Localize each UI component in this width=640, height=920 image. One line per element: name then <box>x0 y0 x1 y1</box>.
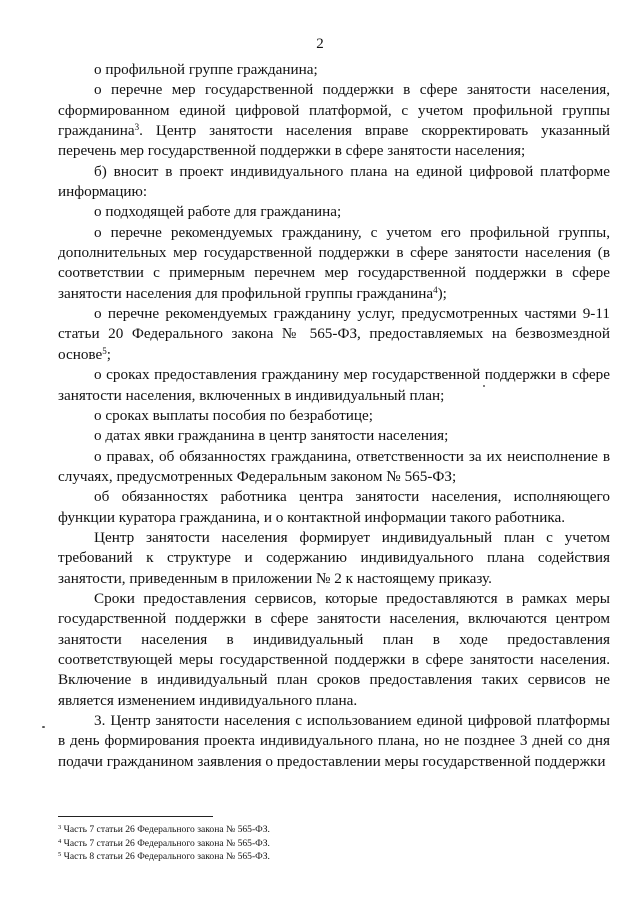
paragraph: о сроках выплаты пособия по безработице; <box>94 406 374 424</box>
footnote: $^4$ Часть 7 статьи 26 Федерального закона № 565-ФЗ. <box>58 837 270 849</box>
paragraph: о датах явки гражданина в центр занятости населения; <box>94 427 449 445</box>
footnote-divider <box>58 816 213 817</box>
footnote: $^5$ Часть 8 статьи 26 Федерального закона № 565-ФЗ. <box>58 851 270 862</box>
paragraph: об обязанностях работника центра занятости населения, исполняющего функции куратора гражданина, и о контактной информации такого работника. <box>58 488 610 526</box>
paragraph: о правах, об обязанностях гражданина, ответственности за их неисполнение в случаях, предусмотренных Федеральным законом № 565-ФЗ; <box>58 447 610 485</box>
footnote: $^3$ Часть 7 статьи 26 Федерального закона № 565-ФЗ. <box>58 824 270 835</box>
footnote-ref: 3 <box>134 122 140 133</box>
paragraph: о перечне мер государственной поддержки в сфере занятости населения, сформированном единой цифровой платформой, с учетом профильной группы гражданина$^3$. Центр занятости населения вправе скорректировать указанный перечень мер государственной поддержки в сфере занятости населения; <box>58 81 610 160</box>
paragraph: Центр занятости населения формирует индивидуальный план с учетом требований к структуре и содержанию индивидуального плана содействия занятости, приведенным в приложении № 2 к настоящему приказу. <box>58 528 610 587</box>
paragraph: 3. Центр занятости населения с использованием единой цифровой платформы в день формирования проекта индивидуального плана, но не позднее 3 дней со дня подачи гражданином заявления о предоставлении меры государственной поддержки <box>58 712 610 770</box>
scan-speck <box>42 726 45 728</box>
paragraph: о профильной группе гражданина; <box>94 61 318 78</box>
scan-speck <box>483 385 485 387</box>
paragraph: о перечне рекомендуемых гражданину, с учетом его профильной группы, дополнительных мер государственной поддержки в сфере занятости населения (в соответствии с примерным перечнем мер государственной поддержки в сфере занятости населения для профильной группы гражданина$^4$); <box>58 223 610 302</box>
footnotes <box>58 823 608 864</box>
paragraph: о перечне рекомендуемых гражданину услуг, предусмотренных частями 9-11 статьи 20 Федерального закона № 565-ФЗ, предоставляемых на безвозмездной основе$^5$; <box>58 305 610 363</box>
body-text <box>58 60 610 772</box>
paragraph: Сроки предоставления сервисов, которые предоставляются в рамках меры государственной поддержки в сфере занятости населения, включаются центром занятости населения в индивидуальный план в ходе предоставления соответствующей меры государственной поддержки в сфере занятости населения. Включение в индивидуальный план сроков предоставления таких сервисов не является изменением индивидуального плана. <box>58 589 610 709</box>
paragraph: о сроках предоставления гражданину мер государственной поддержки в сфере занятости населения, включенных в индивидуальный план; <box>58 366 610 404</box>
paragraph: б) вносит в проект индивидуального плана на единой цифровой платформе информацию: <box>58 162 610 201</box>
page-number: 2 <box>316 36 324 52</box>
footnote-ref: 5 <box>102 345 107 356</box>
footnote-ref: 4 <box>433 284 438 295</box>
paragraph: о подходящей работе для гражданина; <box>94 203 342 221</box>
